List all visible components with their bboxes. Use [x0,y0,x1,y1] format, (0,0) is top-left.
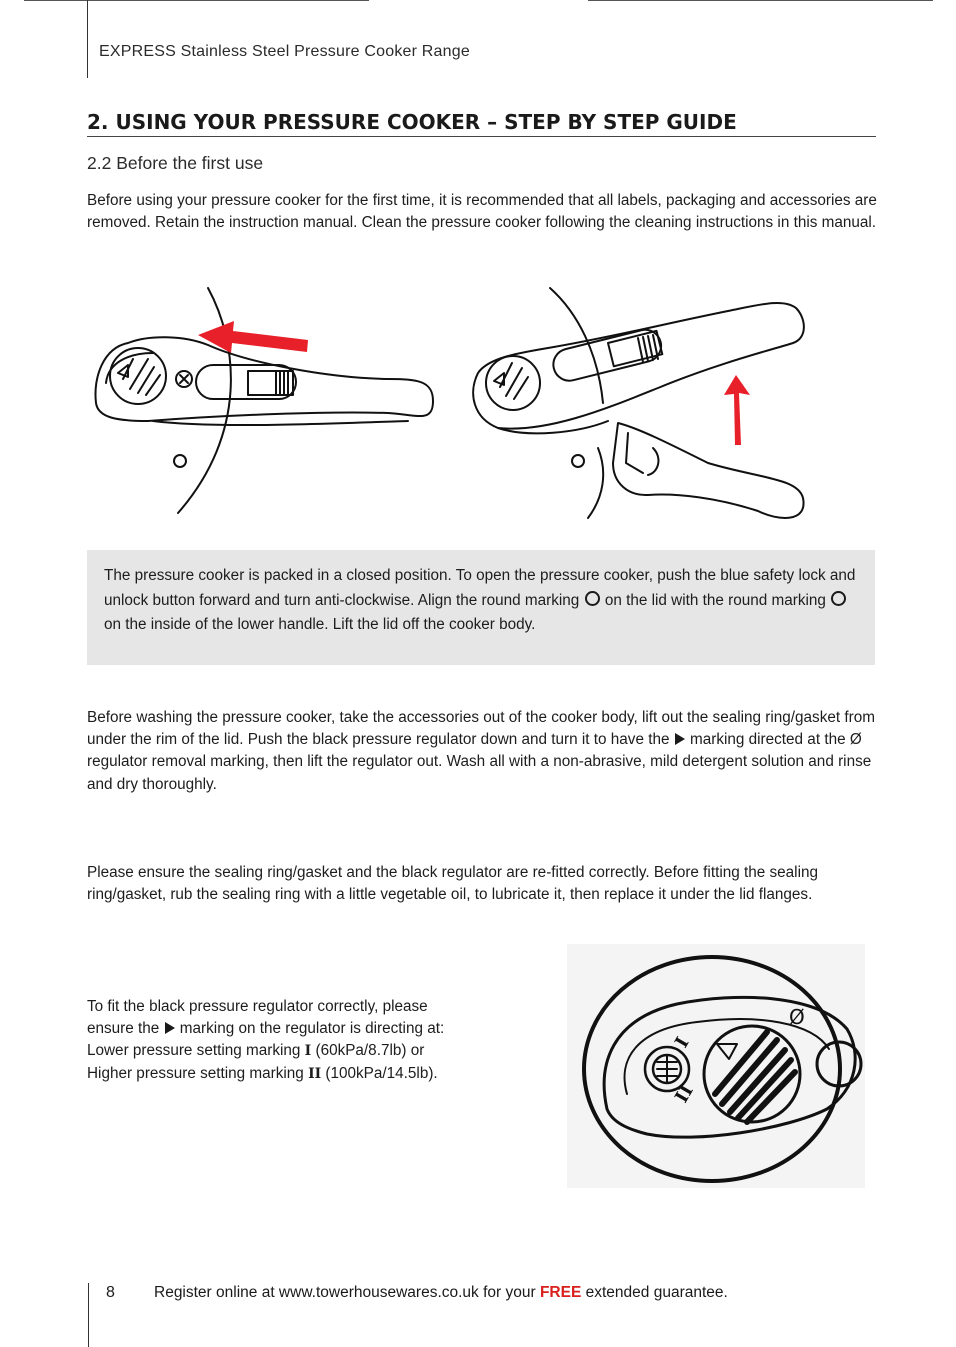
subsection-title: 2.2 Before the first use [87,153,264,173]
reg-removal-label: Ø [789,1005,805,1029]
intro-paragraph: Before using your pressure cooker for the first time, it is recommended that all labels, packaging and accessories are removed. Retain the instruction manual. Clean the pressure cooker following the cleaning instructions in this manual. [87,192,877,232]
section-underline [87,136,876,137]
page-number: 8 [106,1284,115,1301]
footer-register-text: Register online at www.towerhousewares.co.uk for your FREE extended guarantee. [154,1284,728,1301]
reg-setting-i-label: I [671,1033,694,1052]
footer-divider [88,1283,89,1347]
regulator-line-2: ensure the marking on the regulator is directing at: [87,1020,445,1038]
washing-text-part-1: Before washing the pressure cooker, take the accessories out of the cooker body, lift out the sealing ring/gasket from under the rim of the lid. Push the black pressure regulator down and turn it to have the [87,709,875,749]
note-text-part-2: on the lid with the round marking [604,591,826,609]
regulator-line-1: To fit the black pressure regulator correctly, please [87,998,428,1015]
top-rule-left [24,0,369,1]
top-rule-right [588,0,933,1]
refit-paragraph: Please ensure the sealing ring/gasket and the black regulator are re-fitted correctly. Before fitting the sealing ring/gasket, rub the sealing ring with a little vegetable oil, to lubricate it, then replace it under the lid flanges. [87,864,818,904]
reg-setting-ii-label: II [671,1081,698,1107]
triangle-marking-icon [675,733,685,745]
regulator-line-3: Lower pressure setting marking I (60kPa/8.7lb) or [87,1042,425,1060]
high-setting-mark: II [308,1065,322,1082]
open-lock-illustration [88,283,438,523]
running-header: EXPRESS Stainless Steel Pressure Cooker Range [99,43,470,60]
regulator-closeup-illustration [567,944,865,1188]
note-text-part-3: on the inside of the lower handle. Lift the lid off the cooker body. [104,616,536,633]
opening-note-box [87,550,875,665]
triangle-marking-icon [165,1022,175,1034]
round-marking-icon [831,591,846,606]
low-setting-mark: I [304,1043,312,1060]
section-title: 2. USING YOUR PRESSURE COOKER – STEP BY STEP GUIDE [87,110,737,134]
regulator-paragraph [87,996,557,1085]
washing-paragraph [87,707,877,796]
free-highlight: FREE [539,1284,582,1301]
turn-lid-illustration [458,283,818,523]
round-marking-icon [585,591,600,606]
note-text-part-1: The pressure cooker is packed in a closed position. To open the pressure cooker, push the blue safety lock and unlock button forward and turn anti-clockwise. Align the round marking [104,567,856,609]
opening-note-text [104,564,864,638]
regulator-line-4: Higher pressure setting marking II (100kPa/14.5lb). [87,1064,438,1082]
header-divider [87,0,88,78]
washing-text-part-2: marking directed at the Ø regulator removal marking, then lift the regulator out. Wash all with a non-abrasive, mild detergent solution and rinse and dry thoroughly. [87,731,872,793]
